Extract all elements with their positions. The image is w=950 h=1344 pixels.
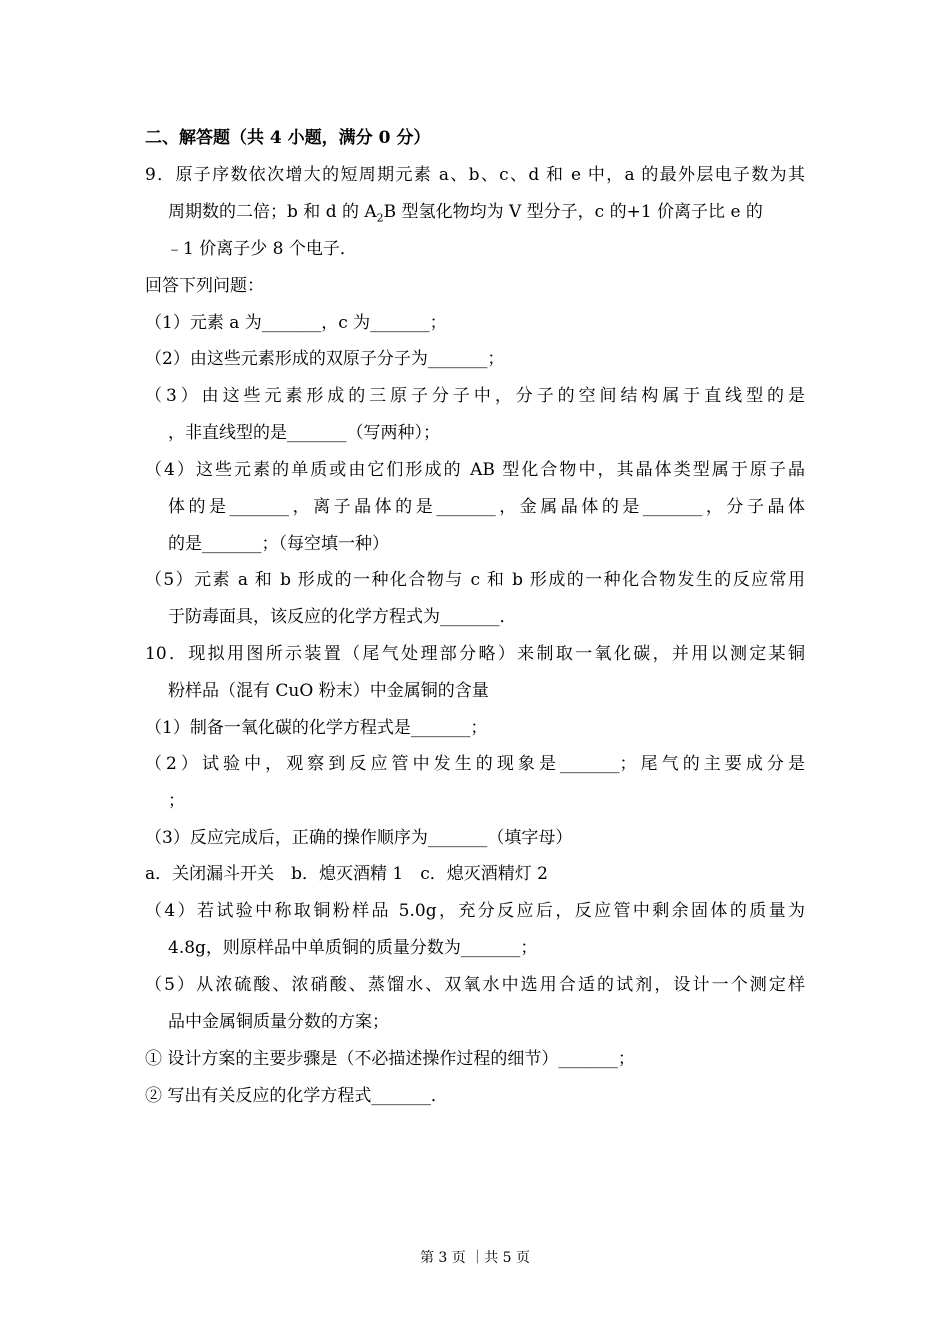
q10-part3: （3）反应完成后，正确的操作顺序为_______（填字母） <box>145 828 573 848</box>
q10-part2-line1 <box>145 752 805 776</box>
q9-line2-post: B 型氢化物均为 V 型分子，c 的+1 价离子比 e 的 <box>383 202 763 222</box>
q9-part5-line1-text: （5）元素 a 和 b 形成的一种化合物与 c 和 b 形成的一种化合物发生的反应常用 <box>145 570 805 590</box>
q10-part5-line1-text: （5）从浓硫酸、浓硝酸、蒸馏水、双氧水中选用合适的试剂，设计一个测定样 <box>145 975 805 995</box>
q10-options: a．关闭漏斗开关 b．熄灭酒精 1 c．熄灭酒精灯 2 <box>145 864 548 884</box>
q9-part3-line1-text: （3）由这些元素形成的三原子分子中，分子的空间结构属于直线型的是 <box>145 386 805 406</box>
page-footer: 第 3 页 ｜共 5 页 <box>419 1250 531 1266</box>
q9-line2 <box>168 200 763 230</box>
q10-part2-line1-text: （2）试验中，观察到反应管中发生的现象是_______；尾气的主要成分是 <box>145 754 805 774</box>
q9-part4-line1 <box>145 458 805 482</box>
q10-part5-line2: 品中金属铜质量分数的方案； <box>168 1012 389 1032</box>
q9-line3: ﹣1 价离子少 8 个电子． <box>166 239 357 259</box>
q10-line2: 粉样品（混有 CuO 粉末）中金属铜的含量 <box>168 681 489 701</box>
q10-step1: ① 设计方案的主要步骤是（不必描述操作过程的细节）_______； <box>145 1049 635 1069</box>
q9-part4-line1-text: （4）这些元素的单质或由它们形成的 AB 型化合物中，其晶体类型属于原子晶 <box>145 460 805 480</box>
q9-part3-line2: ，非直线型的是_______（写两种）； <box>168 423 440 443</box>
q9-line2-subscript: 2 <box>376 211 384 225</box>
q9-part5-line1 <box>145 568 805 592</box>
q9-part3-line1 <box>145 384 805 408</box>
q10-part4-line2: 4.8g，则原样品中单质铜的质量分数为_______； <box>168 938 538 958</box>
q10-part1: （1）制备一氧化碳的化学方程式是_______； <box>145 718 488 738</box>
q9-prompt: 回答下列问题： <box>145 276 264 296</box>
q9-part2: （2）由这些元素形成的双原子分子为_______； <box>145 349 505 369</box>
q9-line1-text: 9．原子序数依次增大的短周期元素 a、b、c、d 和 e 中，a 的最外层电子数为其 <box>145 165 805 185</box>
section-title: 二、解答题（共 4 小题，满分 0 分） <box>145 128 431 148</box>
q9-part4-line3: 的是_______；（每空填一种） <box>168 534 389 554</box>
q10-part5-line1 <box>145 973 805 997</box>
q9-line2-pre: 周期数的二倍；b 和 d 的 A <box>168 202 377 222</box>
q9-part4-line2-text: 体的是_______，离子晶体的是_______，金属晶体的是_______，分子晶体 <box>168 497 805 517</box>
q10-line1-text: 10．现拟用图所示装置（尾气处理部分略）来制取一氧化碳，并用以测定某铜 <box>145 644 805 664</box>
q9-part5-line2: 于防毒面具，该反应的化学方程式为_______． <box>168 607 517 627</box>
q9-part1: （1）元素 a 为_______，c 为_______； <box>145 313 447 333</box>
q9-part4-line2 <box>168 495 805 519</box>
q10-line1 <box>145 642 805 666</box>
q10-part4-line1 <box>145 899 805 923</box>
q9-line1 <box>145 163 805 187</box>
q10-part4-line1-text: （4）若试验中称取铜粉样品 5.0g，充分反应后，反应管中剩余固体的质量为 <box>145 901 805 921</box>
q10-step2: ② 写出有关反应的化学方程式_______． <box>145 1086 448 1106</box>
q10-part2-line2: ； <box>168 791 185 811</box>
